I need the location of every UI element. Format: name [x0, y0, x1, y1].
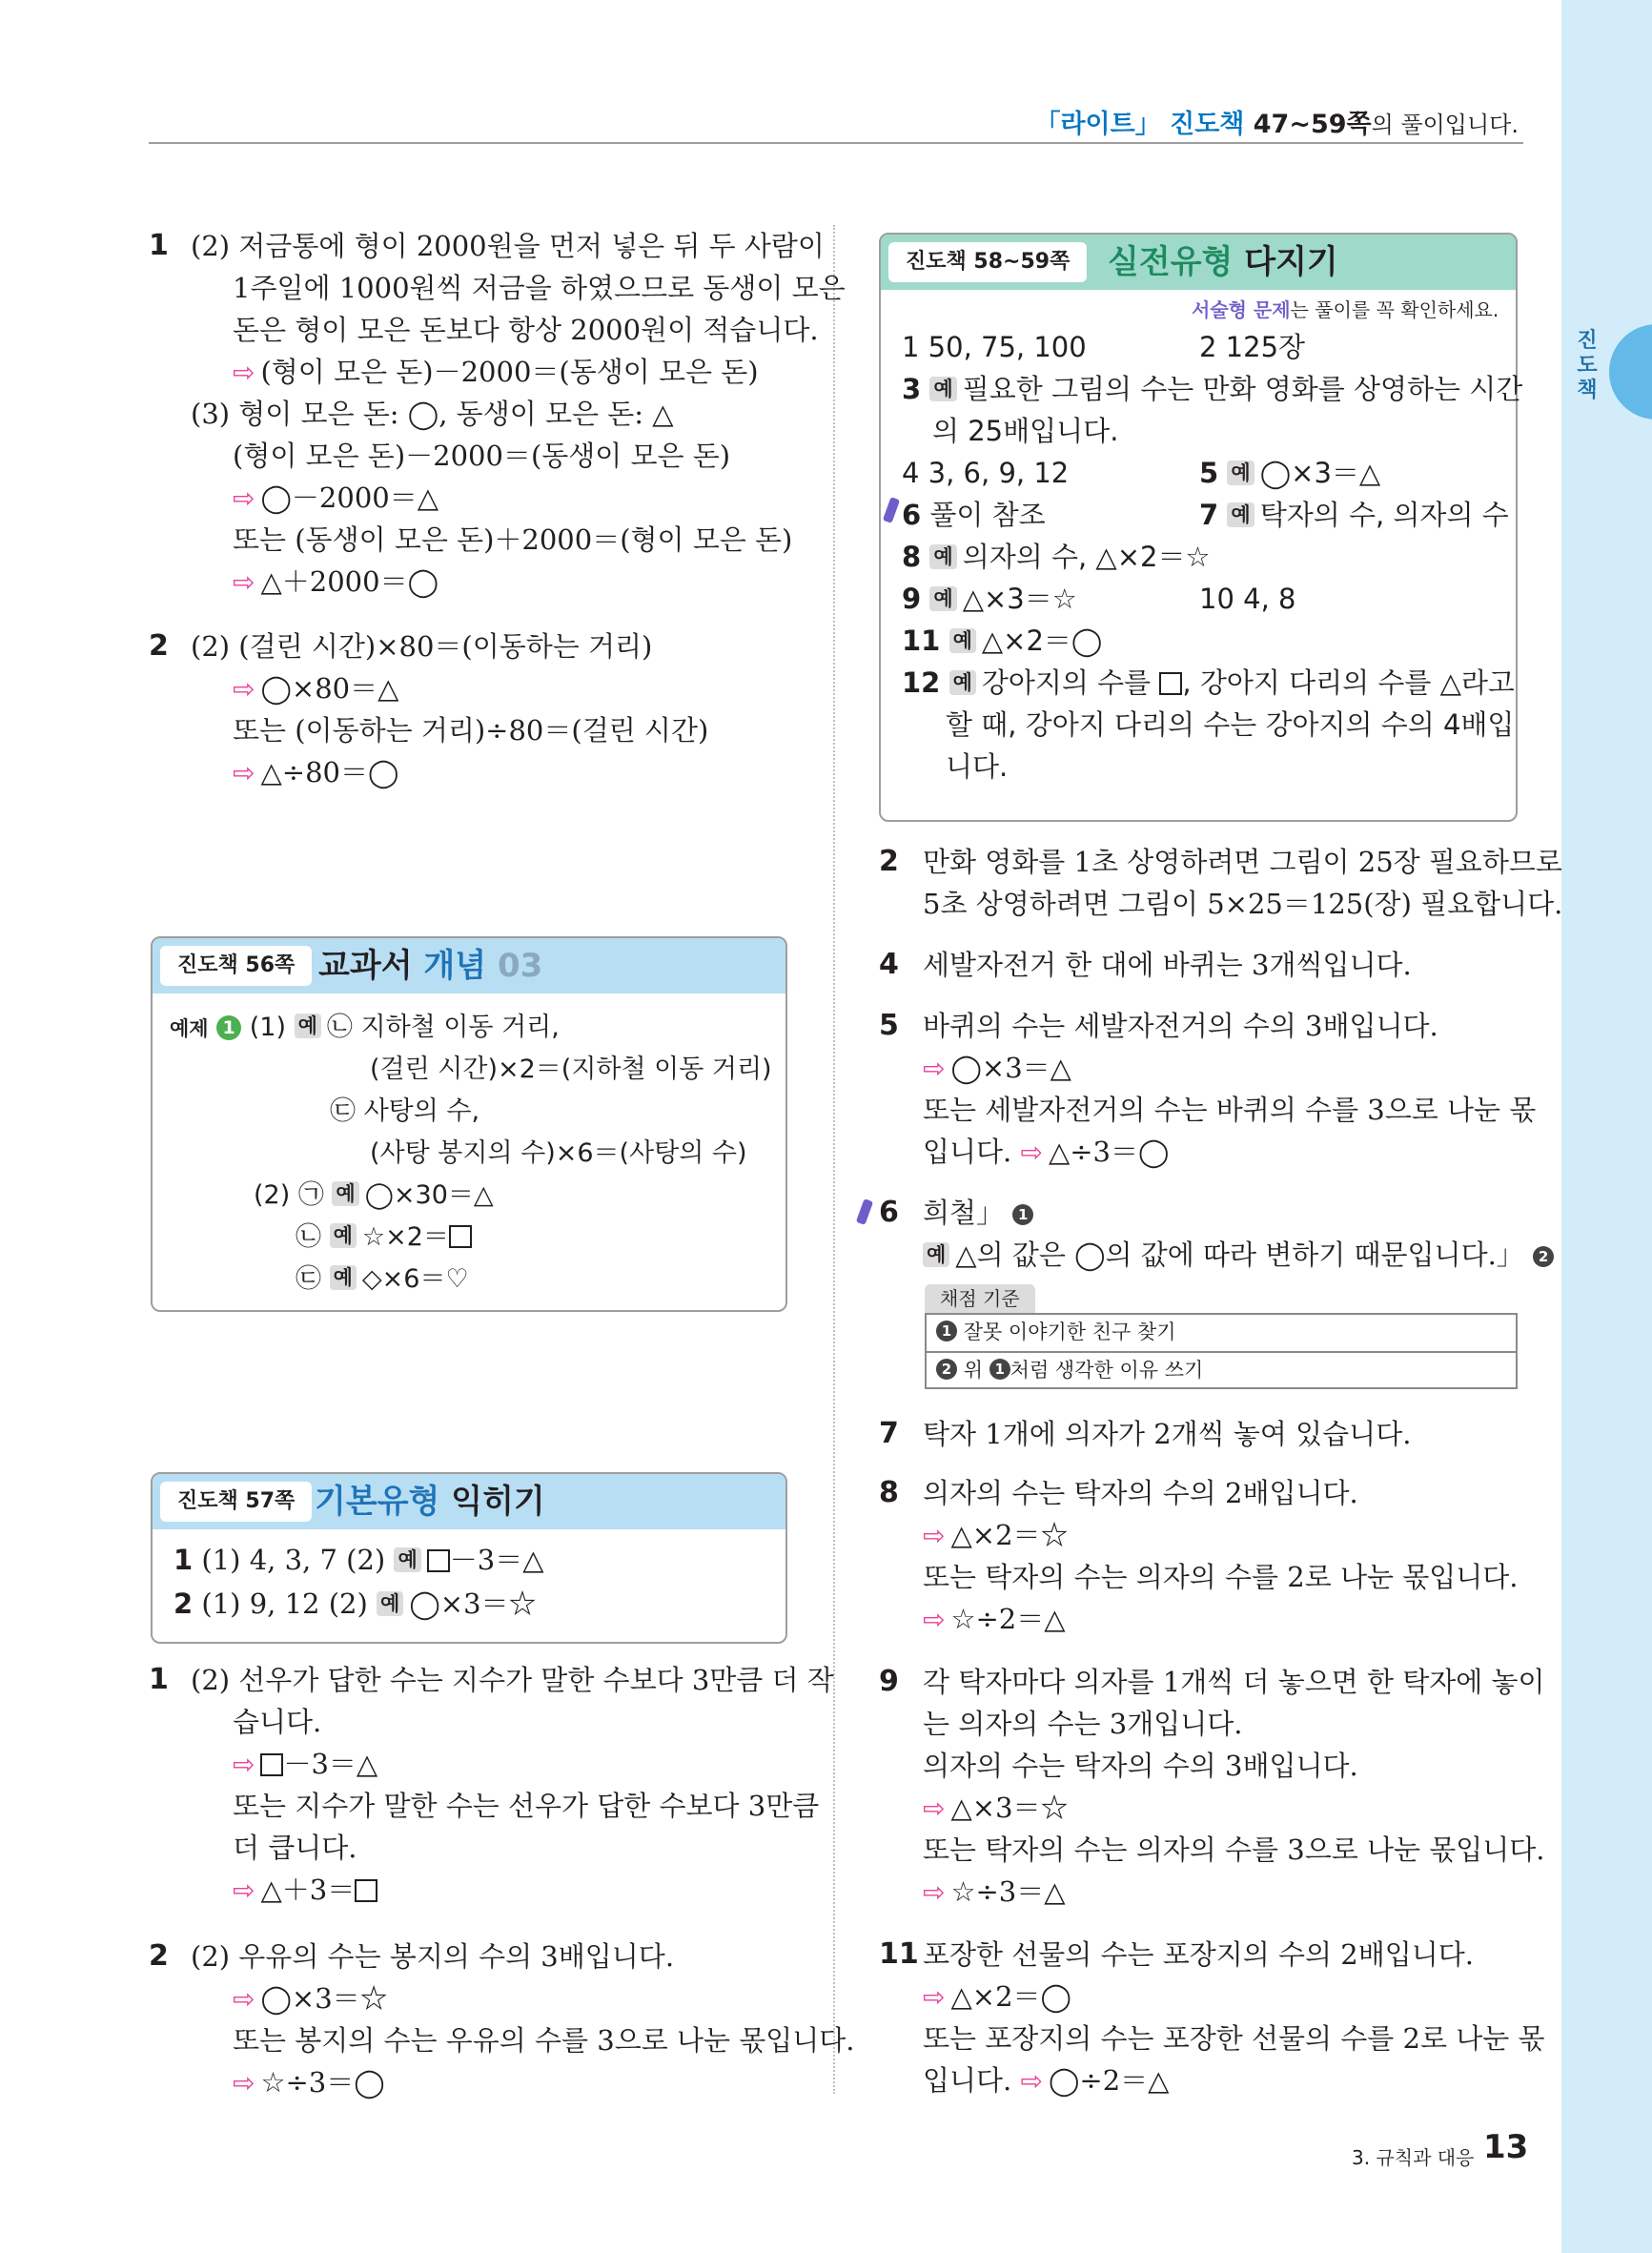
answer-line: 또는 지수가 말한 수는 선우가 답한 수보다 3만큼: [233, 1790, 820, 1822]
answer-number: 2: [149, 1939, 169, 1973]
ye-badge: 예: [929, 586, 956, 611]
answer-number: 2: [879, 845, 899, 878]
arrow-icon: ⇨: [923, 1981, 946, 2013]
answer-line: ⇨ △÷80＝◯: [233, 756, 399, 789]
arrow-icon: ⇨: [1020, 1137, 1043, 1168]
header-pages: 47~59쪽: [1253, 110, 1372, 139]
answer-line: 할 때, 강아지 다리의 수는 강아지의 수의 4배입: [946, 708, 1515, 741]
example-label: 예제: [170, 1017, 209, 1040]
example-line: ㉢ 예 ◇×6＝♡: [296, 1264, 469, 1294]
answer-line: 2 125장: [1199, 331, 1306, 363]
answer-line: 5초 상영하려면 그림이 5×25＝125(장) 필요합니다.: [923, 888, 1563, 920]
answer-line: 습니다.: [233, 1706, 322, 1738]
answer-line: 또는 탁자의 수는 의자의 수를 2로 나눈 몫입니다.: [923, 1561, 1519, 1593]
answer-line: ⇨ △×3＝☆: [923, 1792, 1069, 1824]
header-tail: 의 풀이입니다.: [1371, 112, 1519, 138]
answer-line: 세발자전거 한 대에 바퀴는 3개씩입니다.: [923, 949, 1412, 981]
answer-line: 4 3, 6, 9, 12: [902, 457, 1070, 489]
answer-line: ⇨ ☆÷3＝◯: [233, 2066, 385, 2099]
answer-line: 1 50, 75, 100: [902, 331, 1087, 363]
answer-line: (형이 모은 돈)－2000＝(동생이 모은 돈): [233, 440, 731, 472]
panel-header: [881, 235, 1516, 290]
square-icon: [260, 1753, 283, 1776]
arrow-icon: ⇨: [923, 1792, 946, 1824]
arrow-icon: ⇨: [923, 1053, 946, 1084]
answer-line: 8 예 의자의 수, △×2＝☆: [902, 541, 1211, 573]
panel-header: [153, 938, 785, 993]
page-number: 13: [1483, 2128, 1529, 2166]
answer-line: 또는 탁자의 수는 의자의 수를 3으로 나눈 몫입니다.: [923, 1833, 1545, 1866]
arrow-icon: ⇨: [233, 757, 255, 789]
answer-line: ⇨ △×2＝◯: [923, 1980, 1071, 2013]
answer-number: 4: [879, 948, 899, 981]
practice-panel: [879, 233, 1523, 822]
answer-line: 만화 영화를 1초 상영하려면 그림이 25장 필요하므로: [923, 846, 1562, 878]
answer-line: 니다.: [946, 750, 1009, 783]
answer-line: ⇨ (형이 모은 돈)－2000＝(동생이 모은 돈): [233, 356, 759, 388]
mark-badge: 2: [936, 1359, 957, 1380]
answer-line: 또는 세발자전거의 수는 바퀴의 수를 3으로 나눈 몫: [923, 1094, 1537, 1126]
answer-number: 2: [149, 629, 169, 663]
mark-badge: 1: [1012, 1204, 1033, 1225]
answer-line: ⇨ ◯×3＝△: [923, 1052, 1071, 1084]
answer-line: 각 탁자마다 의자를 1개씩 더 놓으면 한 탁자에 놓이: [923, 1666, 1545, 1698]
arrow-icon: ⇨: [923, 1604, 946, 1635]
header-book: 「라이트」: [1034, 110, 1161, 139]
example-line: ㉢ 사탕의 수,: [330, 1096, 480, 1126]
panel-header: [153, 1474, 785, 1529]
answer-line: 또는 봉지의 수는 우유의 수를 3으로 나눈 몫입니다.: [233, 2024, 855, 2057]
answer-line: ⇨ ☆÷2＝△: [923, 1603, 1066, 1635]
answer-number: 7: [879, 1417, 899, 1450]
panel-ref: 진도책 58~59쪽: [888, 242, 1087, 282]
answer-line: 입니다. ⇨ △÷3＝◯: [923, 1136, 1170, 1168]
square-icon: [1159, 672, 1182, 695]
answer-line: 예 △의 값은 ◯의 값에 따라 변하기 때문입니다.」 2: [923, 1236, 1554, 1274]
mark-badge: 1: [936, 1321, 957, 1342]
answer-line: 또는 (동생이 모은 돈)＋2000＝(형이 모은 돈): [233, 523, 793, 556]
answer-line: 3 예 필요한 그림의 수는 만화 영화를 상영하는 시간: [902, 373, 1523, 405]
answer-number: 5: [879, 1009, 899, 1042]
arrow-icon: ⇨: [233, 673, 255, 705]
header-section: 진도책: [1170, 110, 1245, 139]
example-line: (사탕 봉지의 수)×6＝(사탕의 수): [370, 1138, 747, 1168]
answer-line: 희철」 1: [923, 1194, 1033, 1232]
answer-line: 7 예 탁자의 수, 의자의 수: [1199, 499, 1509, 531]
arrow-icon: ⇨: [233, 482, 255, 514]
answer-line: 5 예 ◯×3＝△: [1199, 457, 1381, 489]
answer-line: 10 4, 8: [1199, 583, 1296, 615]
answer-line: 12 예 강아지의 수를 , 강아지 다리의 수를 △라고: [902, 666, 1515, 699]
ye-badge: 예: [1227, 461, 1254, 485]
answer-line: 9 예 △×3＝☆: [902, 583, 1077, 615]
example-line: (걸린 시간)×2＝(지하철 이동 거리): [370, 1055, 772, 1084]
answer-line: (2) (걸린 시간)×80＝(이동하는 거리): [191, 630, 653, 663]
answer-line: 11 예 △×2＝◯: [902, 625, 1103, 657]
panel-ref: 진도책 56쪽: [160, 946, 312, 986]
panel-ref: 진도책 57쪽: [160, 1482, 312, 1522]
answer-line: 입니다. ⇨ ◯÷2＝△: [923, 2064, 1170, 2097]
answer-line: ⇨ △＋2000＝◯: [233, 565, 439, 598]
example-number-badge: 1: [216, 1015, 241, 1040]
ye-badge: 예: [949, 670, 976, 695]
arrow-icon: ⇨: [1020, 2065, 1043, 2097]
concept-panel: [151, 936, 787, 1312]
answer-line: ⇨ ◯×80＝△: [233, 672, 399, 705]
answer-line: (2) 선우가 답한 수는 지수가 말한 수보다 3만큼 더 작: [191, 1664, 834, 1696]
answer-line: ⇨ △＋3＝: [233, 1871, 377, 1910]
answer-line: (2) 저금통에 형이 2000원을 먼저 넣은 뒤 두 사람이: [191, 230, 825, 262]
answer-line: 1주일에 1000원씩 저금을 하였으므로 동생이 모은: [233, 272, 846, 304]
arrow-icon: ⇨: [233, 357, 255, 388]
footer-chapter: 3. 규칙과 대응: [1352, 2146, 1475, 2169]
mark-badge: 1: [989, 1359, 1010, 1380]
arrow-icon: ⇨: [233, 1983, 255, 2015]
answer-line: 의 25배입니다.: [932, 415, 1119, 447]
example-line: 예제 1 (1) 예 ㉡ 지하철 이동 거리,: [170, 1013, 560, 1042]
panel-title: 실전유형 다지기: [1108, 243, 1338, 281]
ye-badge: 예: [1227, 502, 1254, 527]
answer-number: 1: [149, 1663, 169, 1696]
answer-line: 의자의 수는 탁자의 수의 3배입니다.: [923, 1750, 1358, 1782]
grading-tab: 채점 기준: [925, 1284, 1035, 1313]
answer-line: ⇨ －3＝△: [233, 1748, 378, 1780]
arrow-icon: ⇨: [233, 566, 255, 598]
answer-line: (3) 형이 모은 돈: ◯, 동생이 모은 돈: △: [191, 398, 674, 430]
answer-line: ⇨ ◯×3＝☆: [233, 1982, 388, 2015]
answer-line: 1 (1) 4, 3, 7 (2) 예 －3＝△: [173, 1544, 544, 1576]
side-tab-label: 진도책: [1577, 329, 1598, 402]
answer-line: 는 의자의 수는 3개입니다.: [923, 1708, 1243, 1740]
answer-line: 또는 (이동하는 거리)÷80＝(걸린 시간): [233, 714, 709, 747]
ye-badge: 예: [330, 1265, 357, 1290]
mark-badge: 2: [1533, 1246, 1554, 1267]
answer-line: (2) 우유의 수는 봉지의 수의 3배입니다.: [191, 1940, 675, 1973]
header-rule: [149, 142, 1523, 144]
ye-badge: 예: [394, 1547, 420, 1572]
square-icon: [427, 1549, 450, 1572]
arrow-icon: ⇨: [923, 1876, 946, 1908]
ye-badge: 예: [295, 1014, 321, 1038]
ye-badge: 예: [949, 628, 976, 653]
answer-line: ⇨ △×2＝☆: [923, 1519, 1069, 1551]
ye-badge: 예: [330, 1223, 357, 1248]
example-line: (2) ㉠ 예 ◯×30＝△: [254, 1180, 494, 1210]
page-header-ref: [1034, 103, 1519, 140]
answer-line: ⇨ ☆÷3＝△: [923, 1875, 1066, 1908]
grading-row: 2 위 1 처럼 생각한 이유 쓰기: [927, 1351, 1516, 1387]
answer-line: 더 큽니다.: [233, 1832, 357, 1864]
arrow-icon: ⇨: [923, 1520, 946, 1551]
answer-number: 11: [879, 1937, 919, 1971]
answer-number: 8: [879, 1476, 899, 1509]
panel-note: 서술형 문제는 풀이를 꼭 확인하세요.: [1192, 298, 1499, 321]
grading-row: 1 잘못 이야기한 친구 찾기: [927, 1315, 1516, 1351]
column-divider: [833, 225, 835, 2094]
grading-table: [925, 1313, 1518, 1389]
answer-line: ⇨ ◯－2000＝△: [233, 481, 439, 514]
basic-type-panel: [151, 1472, 787, 1644]
pencil-icon: [856, 1198, 873, 1225]
arrow-icon: ⇨: [233, 1874, 255, 1906]
ye-badge: 예: [929, 377, 956, 401]
ye-badge: 예: [923, 1242, 949, 1267]
answer-line: 의자의 수는 탁자의 수의 2배입니다.: [923, 1477, 1358, 1509]
ye-badge: 예: [929, 544, 956, 569]
pencil-icon: [883, 497, 900, 523]
arrow-icon: ⇨: [233, 2067, 255, 2099]
arrow-icon: ⇨: [233, 1749, 255, 1780]
answer-number: 9: [879, 1665, 899, 1698]
answer-line: 포장한 선물의 수는 포장지의 수의 2배입니다.: [923, 1938, 1475, 1971]
panel-title: 기본유형 익히기: [315, 1483, 545, 1521]
square-icon: [449, 1225, 472, 1248]
answer-number: 1: [149, 229, 169, 262]
answer-line: 6 풀이 참조: [902, 499, 1046, 531]
panel-title: 교과서 개념 03: [318, 947, 543, 985]
ye-badge: 예: [332, 1181, 358, 1206]
square-icon: [355, 1879, 377, 1902]
example-line: ㉡ 예 ☆×2＝: [296, 1219, 472, 1257]
answer-line: 2 (1) 9, 12 (2) 예 ◯×3＝☆: [173, 1587, 537, 1620]
answer-line: 바퀴의 수는 세발자전거의 수의 3배입니다.: [923, 1010, 1438, 1042]
answer-line: 또는 포장지의 수는 포장한 선물의 수를 2로 나눈 몫: [923, 2022, 1545, 2055]
answer-line: 탁자 1개에 의자가 2개씩 놓여 있습니다.: [923, 1418, 1412, 1450]
answer-line: 돈은 형이 모은 돈보다 항상 2000원이 적습니다.: [233, 314, 819, 346]
answer-number: 6: [879, 1196, 899, 1229]
ye-badge: 예: [377, 1591, 403, 1616]
